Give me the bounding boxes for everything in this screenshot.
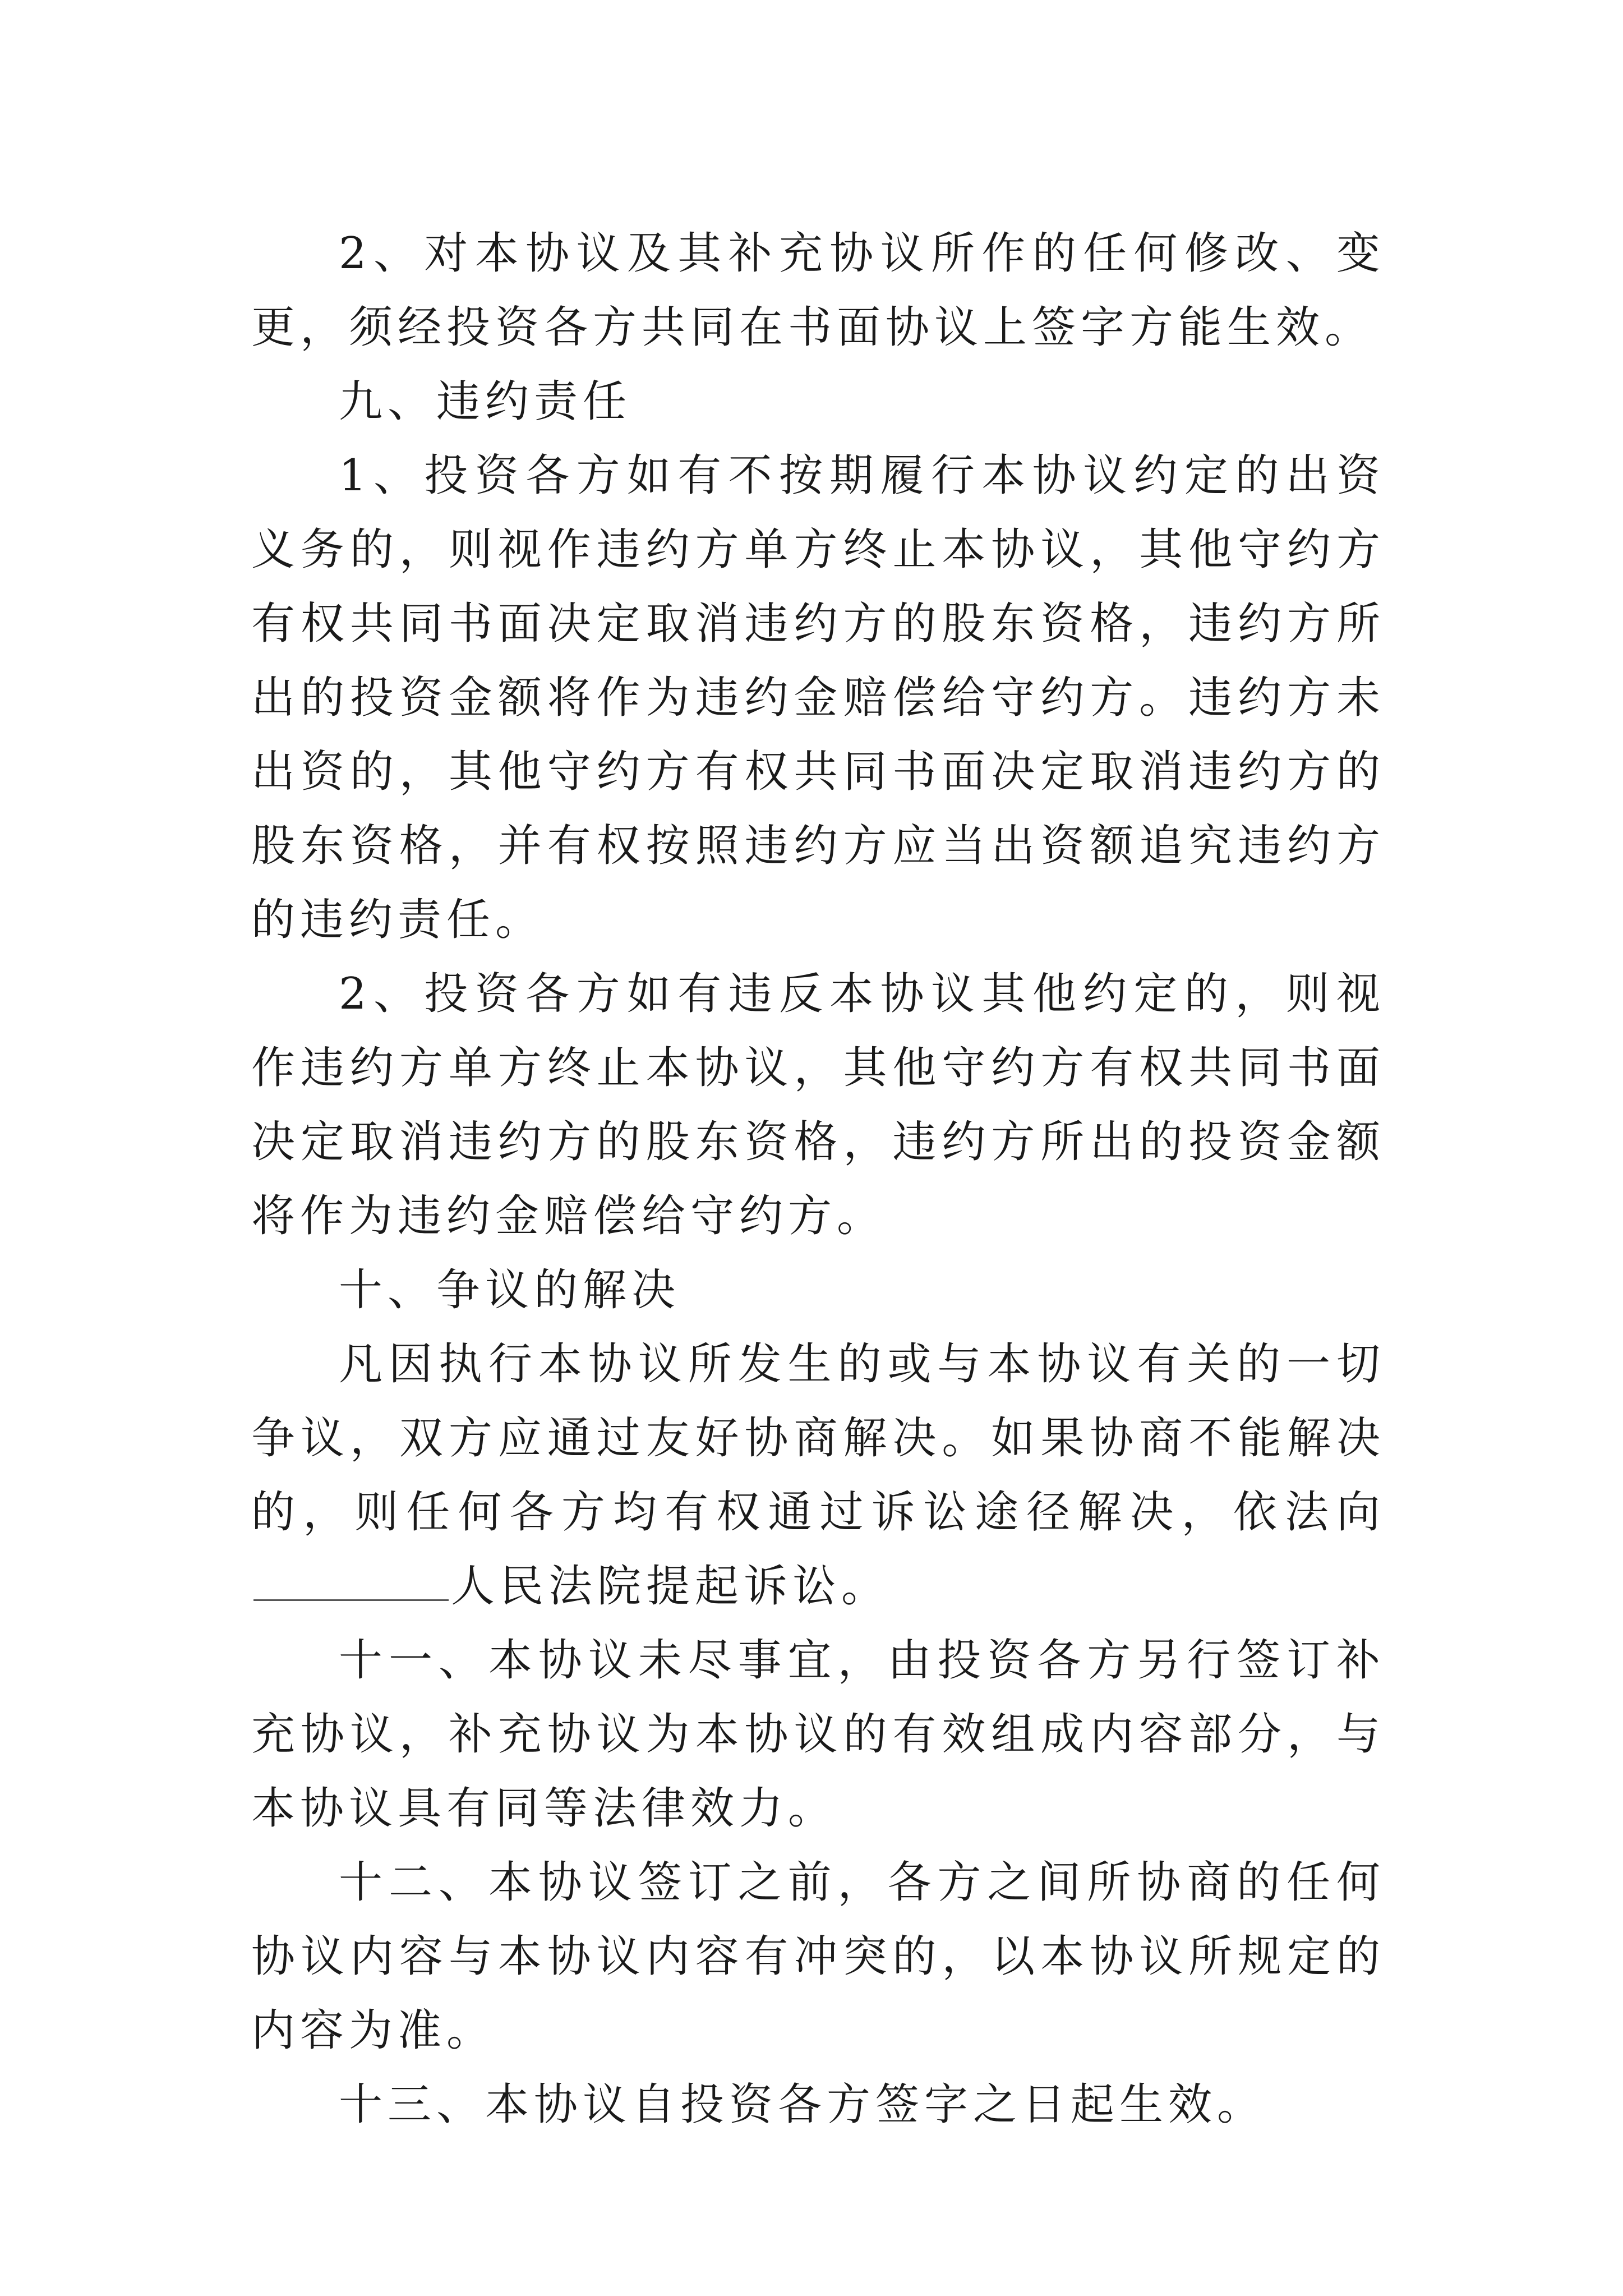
clause-12: 十二、本协议签订之前，各方之间所协商的任何协议内容与本协议内容有冲突的，以本协议所规定的内容为准。 (251, 1857, 1385, 2056)
clause-13: 十三、本协议自投资各方签字之日起生效。 (339, 2079, 1266, 2130)
dispute-resolution-paragraph (251, 1327, 1385, 1623)
clause-8-item-2: 2、对本协议及其补充协议所作的任何修改、变更，须经投资各方共同在书面协议上签字方能生效。 (251, 228, 1385, 353)
clause-11: 十一、本协议未尽事宜，由投资各方另行签订补充协议，补充协议为本协议的有效组成内容部分，与本协议具有同等法律效力。 (251, 1635, 1385, 1834)
clause-9-item-2: 2、投资各方如有违反本协议其他约定的，则视作违约方单方终止本协议，其他守约方有权共同书面决定取消违约方的股东资格，违约方所出的投资金额将作为违约金赔偿给守约方。 (251, 969, 1385, 1241)
document-body (251, 217, 1385, 2142)
dispute-text-after: 人民法院提起诉讼。 (451, 1561, 891, 1612)
dispute-text-before: 凡因执行本协议所发生的或与本协议有关的一切争议，双方应通过友好协商解决。如果协商不能解决的，则任何各方均有权通过诉讼途径解决，依法向 (251, 1339, 1385, 1538)
section-heading-9: 九、违约责任 (339, 376, 632, 427)
court-name-blank-line (253, 1599, 449, 1601)
clause-9-item-1: 1、投资各方如有不按期履行本协议约定的出资义务的，则视作违约方单方终止本协议，其他守约方有权共同书面决定取消违约方的股东资格，违约方所出的投资金额将作为违约金赔偿给守约方。违约方未出资的，其他守约方有权共同书面决定取消违约方的股东资格，并有权按照违约方应当出资额追究违约方的违约责任。 (251, 450, 1385, 945)
section-heading-10: 十、争议的解决 (339, 1265, 681, 1315)
